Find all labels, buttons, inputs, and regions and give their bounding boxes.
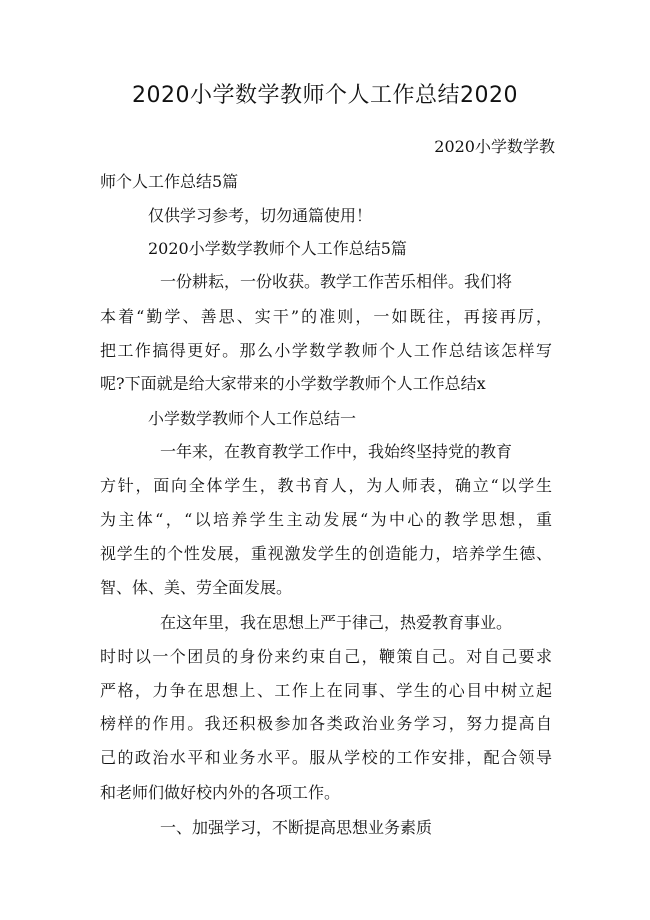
text-line: 方针，面向全体学生，教书育人，为人师表，确立“以学生 — [100, 476, 552, 495]
text-line: 师个人工作总结5篇 — [100, 172, 239, 191]
text-line: 一年来，在教育教学工作中，我始终坚持党的教育 — [160, 442, 513, 461]
text-line: 呢?下面就是给大家带来的小学数学教师个人工作总结x — [100, 374, 486, 393]
text-line: 己的政治水平和业务水平。服从学校的工作安排，配合领导 — [100, 748, 552, 767]
text-line: 本着“勤学、善思、实干”的准则，一如既往，再接再厉， — [100, 307, 552, 326]
text-line: 和老师们做好校内外的各项工作。 — [100, 783, 341, 802]
text-line: 严格，力争在思想上、工作上在同事、学生的心目中树立起 — [100, 681, 552, 700]
text-line: 视学生的个性发展，重视激发学生的创造能力，培养学生德、 — [100, 544, 552, 563]
document-title: 2020小学数学教师个人工作总结2020 — [132, 83, 518, 108]
section-heading: 小学数学教师个人工作总结一 — [148, 409, 357, 428]
text-line: 把工作搞得更好。那么小学数学教师个人工作总结该怎样写 — [100, 341, 552, 360]
section-heading: 一、加强学习，不断提高思想业务素质 — [160, 818, 433, 837]
text-line: 为主体“，“以培养学生主动发展“为中心的教学思想，重 — [100, 510, 552, 529]
text-line: 时时以一个团员的身份来约束自己，鞭策自己。对自己要求 — [100, 647, 552, 666]
text-line: 榜样的作用。我还积极参加各类政治业务学习，努力提高自 — [100, 714, 552, 733]
text-line: 2020小学数学教 — [434, 137, 555, 156]
text-line: 2020小学数学教师个人工作总结5篇 — [148, 239, 407, 258]
text-line: 智、体、美、劳全面发展。 — [100, 578, 293, 597]
text-line: 仅供学习参考，切勿通篇使用！ — [148, 206, 373, 225]
text-line: 在这年里，我在思想上严于律己，热爱教育事业。 — [160, 613, 513, 632]
text-line: 一份耕耘，一份收获。教学工作苦乐相伴。我们将 — [160, 272, 513, 291]
